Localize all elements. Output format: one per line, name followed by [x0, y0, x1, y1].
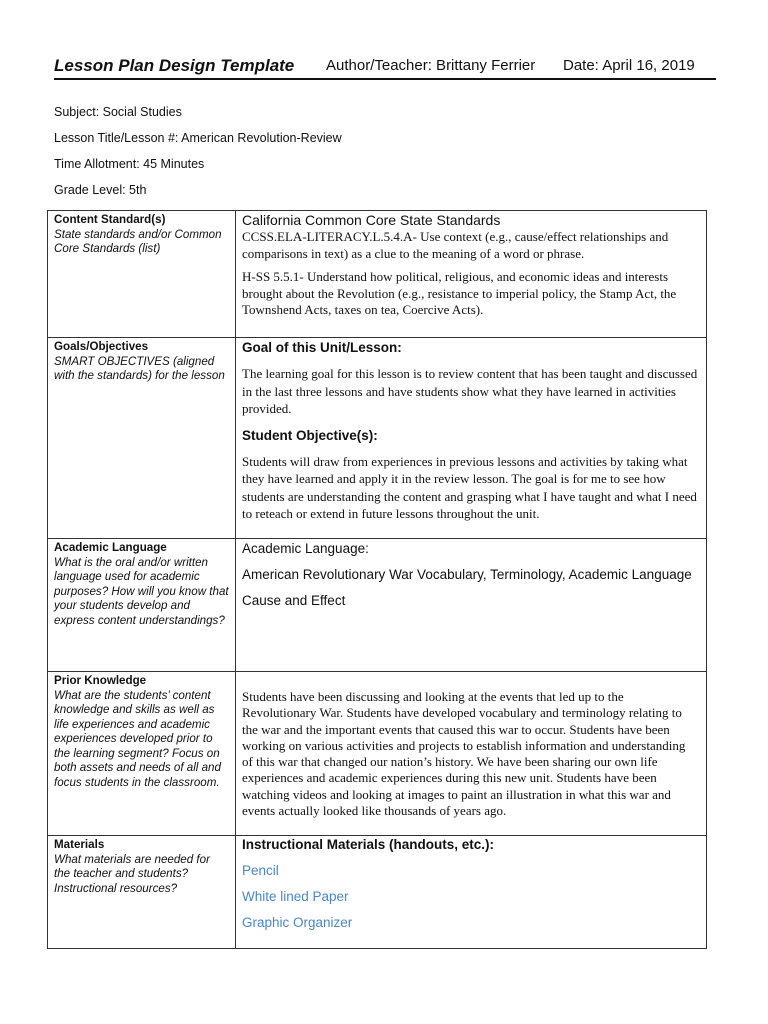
- standard-ela: CCSS.ELA-LITERACY.L.5.4.A- Use context (e.g., cause/effect relationships and comparisons in text) as a clue to the meaning of a word or phrase.: [242, 229, 669, 261]
- content-standard-content-cell: [236, 211, 707, 338]
- time-allotment-line: Time Allotment: 45 Minutes: [54, 157, 205, 171]
- standards-heading: California Common Core State Standards: [242, 212, 501, 228]
- row-label: Goals/Objectives: [54, 340, 149, 353]
- objective-heading: Student Objective(s):: [242, 427, 378, 443]
- document-date: Date: April 16, 2019: [563, 57, 695, 74]
- materials-heading: Instructional Materials (handouts, etc.):: [242, 837, 495, 852]
- prior-knowledge-row: [48, 672, 707, 836]
- row-label: Academic Language: [54, 541, 167, 554]
- row-description: What are the students’ content knowledge and skills as well as life experiences and academic experiences developed prior to the learning segment? Focus on both assets and needs of all and focus students in the classroom.: [54, 688, 221, 789]
- academic-language-line: Academic Language:: [242, 541, 369, 556]
- prior-knowledge-text: Students have been discussing and looking at the events that led up to the Revolutionary War. Students have developed vocabulary and terminology relating to the war and the important events that caused this war to occur. Students have been working on various activities and projects to establish information and understanding of this war that changed our nation’s history. We have been sharing our own life experiences and academic experiences during this new unit. Students have been watching videos and looking at images to paint an illustration in what this war and events actually looked like thousands of years ago.: [242, 689, 686, 819]
- row-description: What is the oral and/or written language used for academic purposes? How will you know that your students develop and express content understandings?: [54, 555, 229, 627]
- row-description: SMART OBJECTIVES (aligned with the standards) for the lesson: [54, 354, 225, 382]
- goal-heading: Goal of this Unit/Lesson:: [242, 340, 402, 355]
- materials-content-cell: [236, 836, 707, 949]
- row-label: Prior Knowledge: [54, 674, 147, 687]
- document-header: [54, 56, 716, 80]
- academic-language-label-cell: [48, 539, 236, 672]
- grade-level-line: Grade Level: 5th: [54, 183, 147, 197]
- content-standard-row: [48, 211, 707, 338]
- content-standard-label-cell: [48, 211, 236, 338]
- goals-label-cell: [48, 338, 236, 539]
- row-description: What materials are needed for the teacher and students? Instructional resources?: [54, 852, 210, 895]
- prior-knowledge-content-cell: [236, 672, 707, 836]
- goals-objectives-row: [48, 338, 707, 539]
- row-label: Content Standard(s): [54, 213, 166, 226]
- subject-line: Subject: Social Studies: [54, 105, 182, 119]
- author-teacher: Author/Teacher: Brittany Ferrier: [326, 57, 536, 74]
- materials-label-cell: [48, 836, 236, 949]
- material-item: Graphic Organizer: [242, 915, 353, 930]
- goals-content-cell: [236, 338, 707, 539]
- material-item: Pencil: [242, 863, 279, 878]
- materials-row: [48, 836, 707, 949]
- lesson-plan-table: [47, 210, 707, 949]
- row-label: Materials: [54, 838, 105, 851]
- standard-hss: H-SS 5.5.1- Understand how political, religious, and economic ideas and interests brought about the Revolution (e.g., resistance to imperial policy, the Stamp Act, the Townshend Acts, taxes on tea, Coercive Acts).: [242, 269, 677, 317]
- document-title: Lesson Plan Design Template: [54, 56, 295, 75]
- vocabulary-line: American Revolutionary War Vocabulary, Terminology, Academic Language: [242, 567, 692, 582]
- academic-language-content-cell: [236, 539, 707, 672]
- lesson-title-line: Lesson Title/Lesson #: American Revolution-Review: [54, 131, 342, 145]
- goal-text: The learning goal for this lesson is to review content that has been taught and discussed in the last three lessons and have students show what they have learned in activities provided.: [242, 366, 698, 416]
- cause-effect-line: Cause and Effect: [242, 593, 346, 608]
- row-description: State standards and/or Common Core Standards (list): [54, 227, 222, 255]
- material-item: White lined Paper: [242, 889, 349, 904]
- academic-language-row: [48, 539, 707, 672]
- objective-text: Students will draw from experiences in previous lessons and activities by taking what they have learned and apply it in the review lesson. The goal is for me to see how students are understanding the content and grasping what I have taught and what I need to reteach or extend in future lessons throughout the unit.: [242, 453, 697, 521]
- prior-knowledge-label-cell: [48, 672, 236, 836]
